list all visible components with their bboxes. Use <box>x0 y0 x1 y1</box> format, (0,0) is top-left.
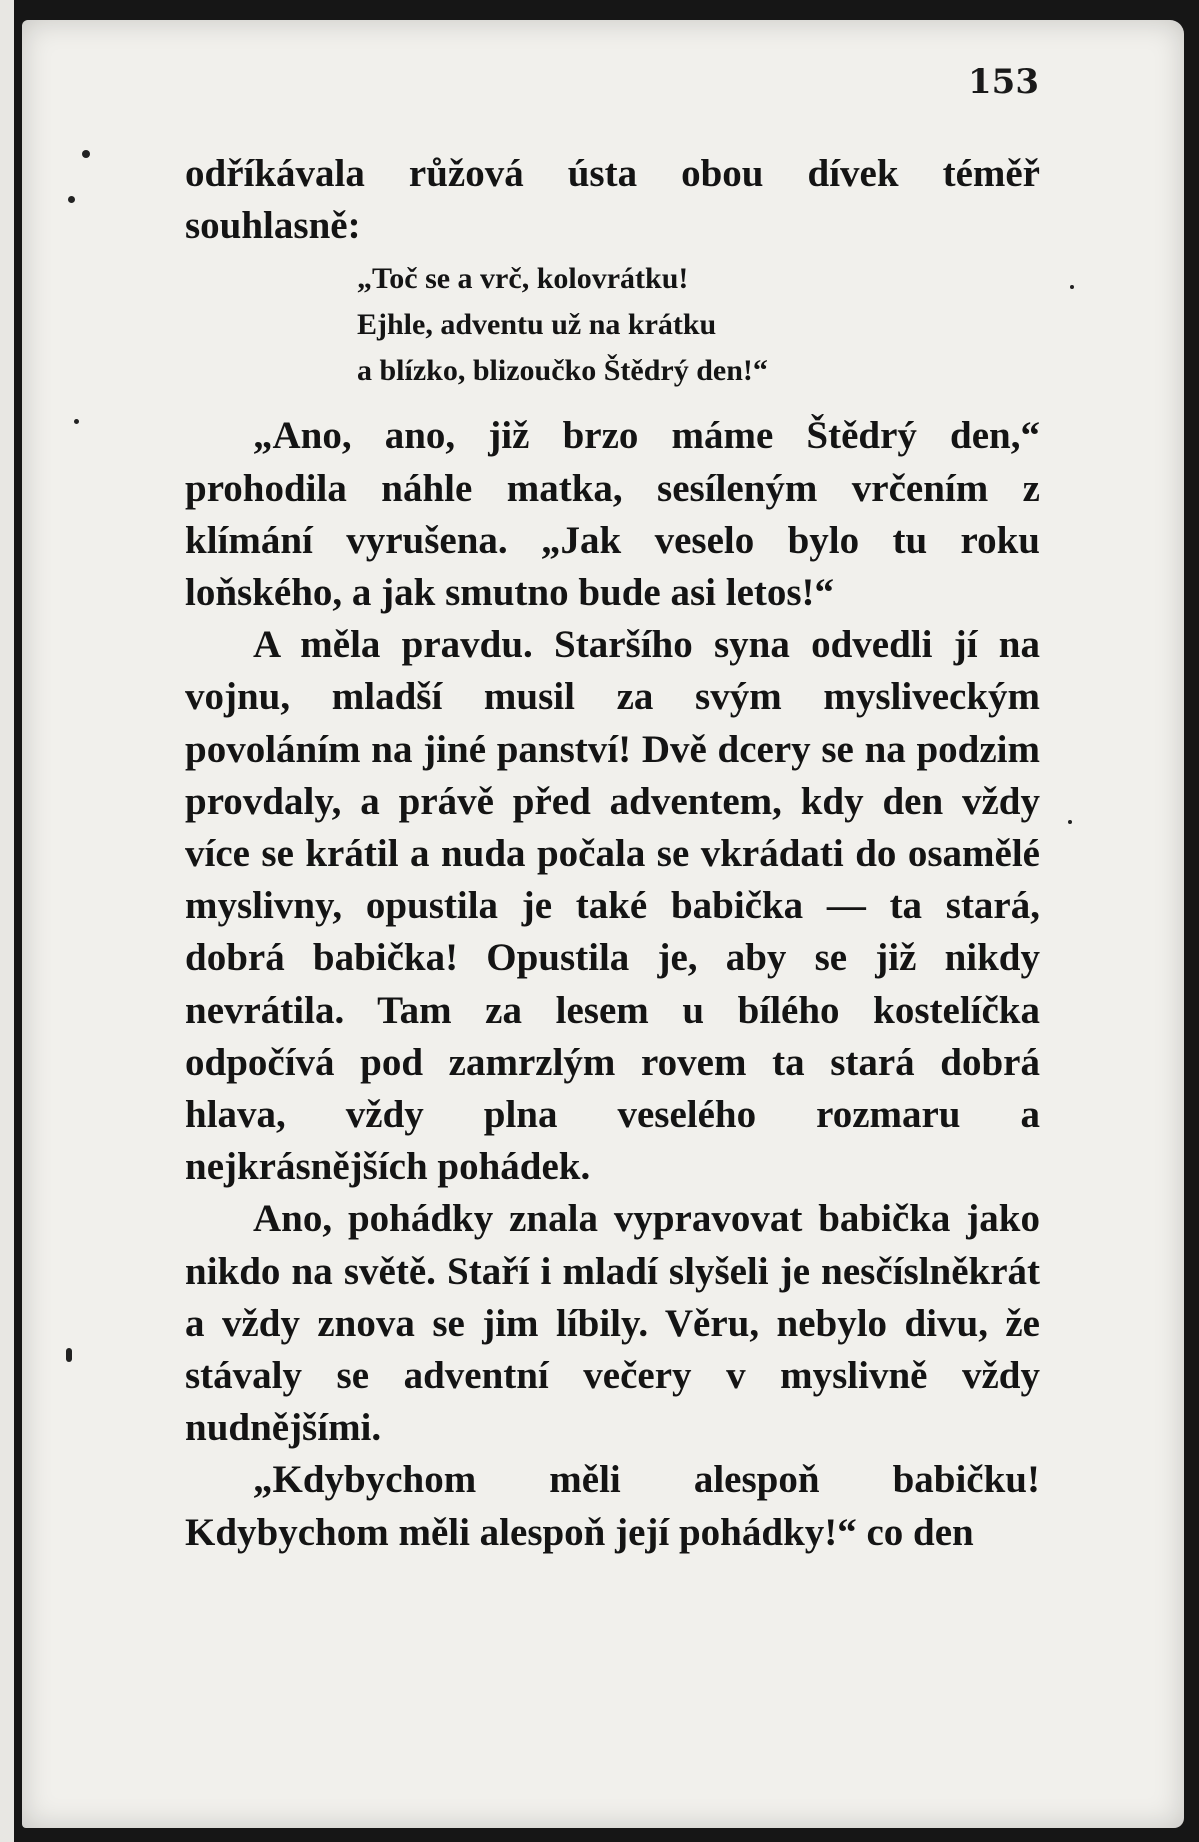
paper-speck <box>68 196 75 203</box>
paragraph: „Kdybychom měli alespoň babičku! Kdybychom měli alespoň její pohádky!“ co den <box>185 1458 1040 1554</box>
verse-line: a blízko, blizoučko Štědrý den!“ <box>357 354 768 388</box>
paper-speck <box>1070 285 1074 289</box>
verse <box>357 256 1040 394</box>
paragraph: odříkávala růžová ústa obou dívek téměř souhlasně: <box>185 152 1040 248</box>
page-number: 153 <box>968 62 1039 102</box>
paper-speck <box>1068 820 1072 824</box>
paper-speck <box>74 419 79 424</box>
verse-line: Ejhle, adventu už na krátku <box>357 308 717 342</box>
paragraph: A měla pravdu. Staršího syna odvedli jí na vojnu, mladší musil za svým mysliveckým povoláním na jiné panství! Dvě dcery se na podzim provdaly, a právě před adventem, kdy den vždy více se krátil a nuda počala se vkrádati do osamělé myslivny, opustila je také babička — ta stará, dobrá babička! Opustila je, aby se již nikdy nevrátila. Tam za lesem u bílého kostelíčka odpočívá pod zamrzlým rovem ta stará dobrá hlava, vždy plna veselého rozmaru a nejkrásnějších pohádek. <box>185 623 1040 1189</box>
page-edge <box>0 0 14 1842</box>
paper-speck <box>66 1348 72 1362</box>
verse-line: „Toč se a vrč, kolovrátku! <box>357 262 689 296</box>
paper-speck <box>82 150 90 158</box>
body-text <box>185 148 1040 1559</box>
paragraph: Ano, pohádky znala vypravovat babička jako nikdo na světě. Staří i mladí slyšeli je nesčíslněkrát a vždy znova se jim líbily. Věru, nebylo divu, že stávaly se adventní večery v myslivně vždy nudnějšími. <box>185 1197 1040 1450</box>
paragraph: „Ano, ano, již brzo máme Štědrý den,“ prohodila náhle matka, sesíleným vrčením z klímání vyrušena. „Jak veselo bylo tu roku loňského, a jak smutno bude asi letos!“ <box>185 414 1040 615</box>
